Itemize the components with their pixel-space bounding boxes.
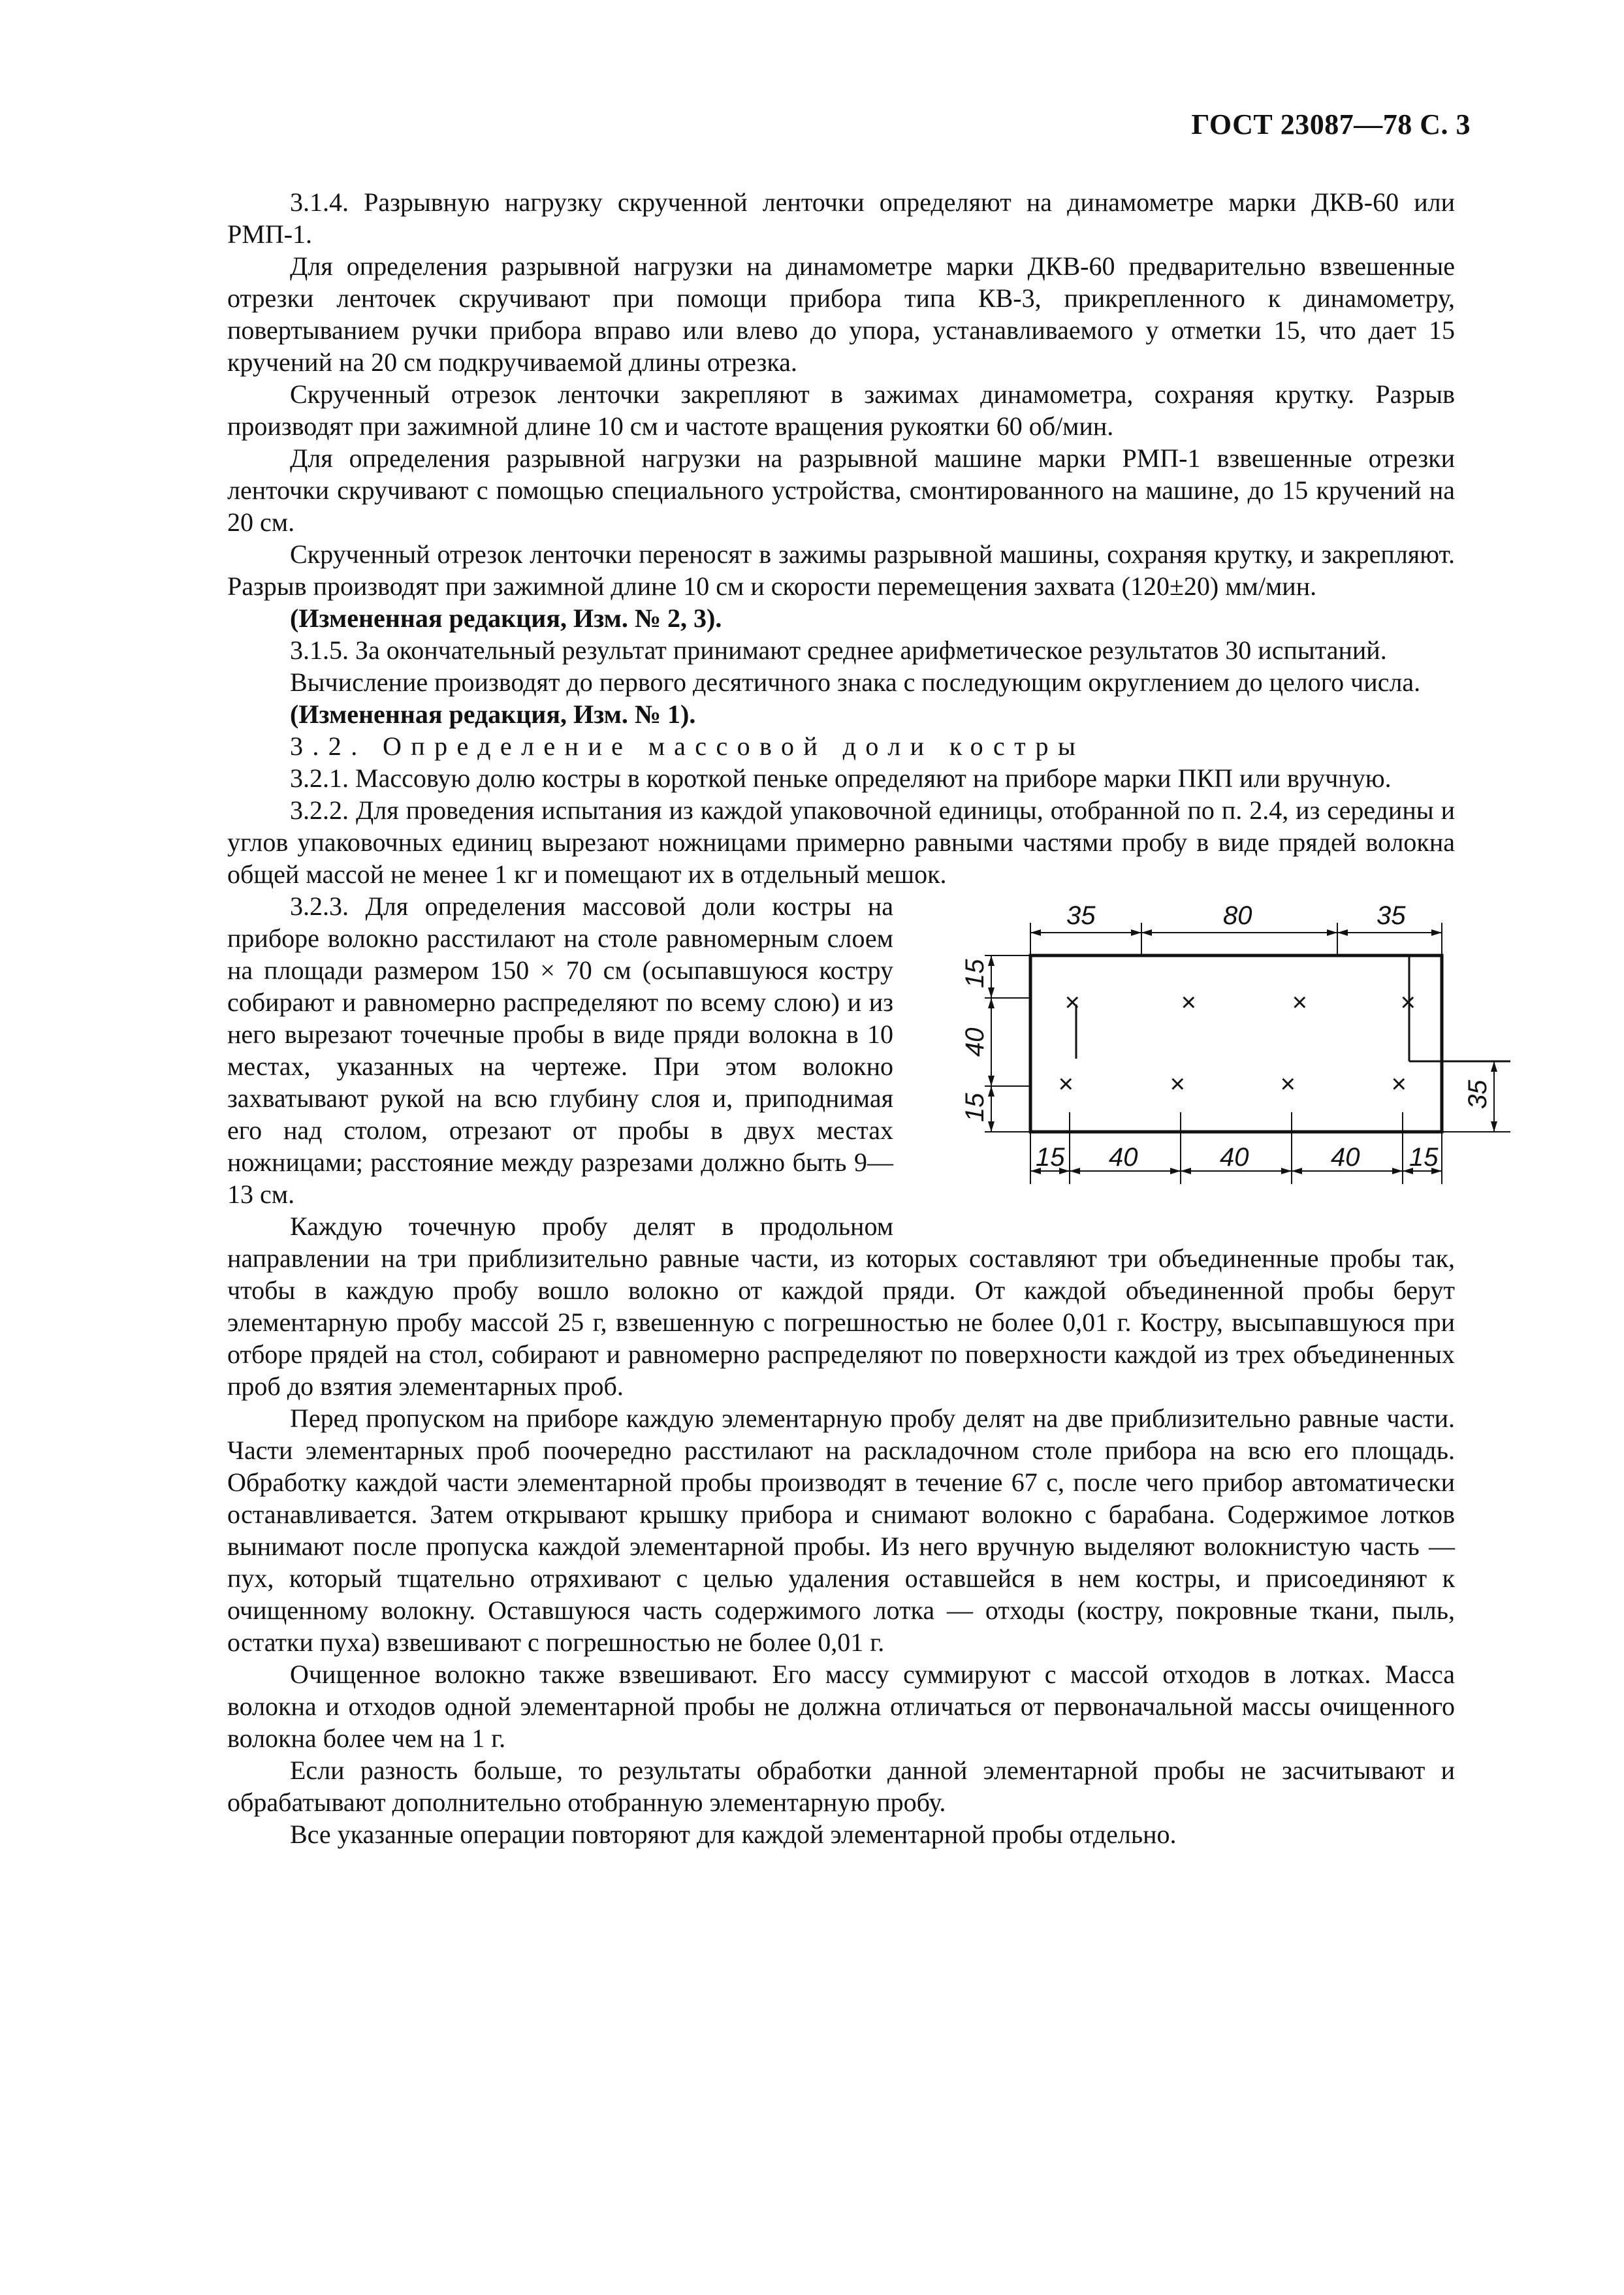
sample-mark: × [1181,988,1196,1017]
paragraph-3-2-1: 3.2.1. Массовую долю костры в короткой пеньке определяют на приборе марки ПКП или вручную. [290,763,1392,793]
amendment-note: (Измененная редакция, Изм. № 1). [290,699,696,729]
sample-mark: × [1280,1070,1296,1099]
dim-bottom-1: 15 [1036,1143,1065,1172]
dim-bottom-2: 40 [1109,1143,1138,1172]
paragraph: Скрученный отрезок ленточки переносят в зажимы разрывной машины, сохраняя крутку, и закрепляют. Разрыв производят при зажимной длине 10 см и скорости перемещения захвата (120±20) мм/мин. [227,539,1455,601]
dim-bottom-5: 15 [1409,1143,1439,1172]
paragraph: Перед пропуском на приборе каждую элементарную пробу делят на две приблизительно равные части. Части элементарных проб поочередно расстилают на раскладочном столе прибора на всю его площадь. Обработку каждой части элементарной пробы производят в течение 67 с, после чего прибор автоматически останавливается. Затем открывают крышку прибора и снимают волокно с барабана. Содержимое лотков вынимают после пропуска каждой элементарной пробы. Из него вручную выделяют волокнистую часть — пух, который тщательно отряхивают с целью удаления оставшейся в нем костры, и присоединяют к очищенному волокну. Оставшуюся часть содержимого лотка — отходы (костру, покровные ткани, пыль, остатки пуха) взвешивают с погрешностью не более 0,01 г. [227,1404,1455,1657]
dim-top-1: 35 [1066,901,1096,930]
sample-mark: × [1170,1070,1185,1099]
paragraph: Если разность больше, то результаты обработки данной элементарной пробы не засчитывают и обрабатывают дополнительно отобранную элементарную пробу. [227,1756,1455,1817]
sample-mark: × [1058,1070,1074,1099]
paragraph-3-2-2: 3.2.2. Для проведения испытания из каждой упаковочной единицы, отобранной по п. 2.4, из середины и углов упаковочных единиц вырезают ножницами примерно равными частями пробу в виде прядей волокна общей массой не менее 1 кг и помещают их в отдельный мешок. [227,795,1455,889]
paragraph: Все указанные операции повторяют для каждой элементарной пробы отдельно. [290,1820,1177,1849]
drawing-svg [919,897,1492,1210]
page-header: ГОСТ 23087—78 С. 3 [1191,108,1471,140]
amendment-note: (Измененная редакция, Изм. № 2, 3). [290,603,722,633]
paragraph: Скрученный отрезок ленточки закрепляют в зажимах динамометра, сохраняя крутку. Разрыв производят при зажимной длине 10 см и частоте вращения рукоятки 60 об/мин. [227,379,1455,441]
paragraph: Каждую точечную пробу делят в продольном направлении на три приблизительно равные части, из которых составляют три объединенные пробы так, чтобы в каждую пробу вошло волокно от каждой пряди. От каждой объединенной пробы берут элементарную пробу массой 25 г, взвешенную с погрешностью не более 0,01 г. Костру, высыпавшуюся при отборе прядей на стол, собирают и равномерно распределяют по поверхности каждой из трех объединенных проб до взятия элементарных проб. [227,1212,1455,1401]
sample-mark: × [1064,988,1080,1017]
dim-bottom-3: 40 [1220,1143,1249,1172]
dim-left-3: 15 [961,1093,989,1122]
table-outline [1030,955,1442,1132]
dim-top-3: 35 [1377,901,1406,930]
dim-bottom-4: 40 [1331,1143,1360,1172]
sampling-layout-drawing [919,897,1492,1210]
dim-top-2: 80 [1223,901,1252,930]
paragraph: Очищенное волокно также взвешивают. Его массу суммируют с массой отходов в лотках. Масса волокна и отходов одной элементарной пробы не должна отличаться от первоначальной массы очищенного волокна более чем на 1 г. [227,1660,1455,1753]
section-heading-3-2: 3.2. Определение массовой доли костры [290,731,1085,761]
dim-left-2: 40 [961,1027,989,1057]
sample-mark: × [1400,988,1416,1017]
dim-left-1: 15 [961,959,989,988]
dim-right-1: 35 [1463,1080,1492,1109]
paragraph-3-2-3: 3.2.3. Для определения массовой доли костры на приборе волокно расстилают на столе равномерным слоем на площади размером 150 × 70 см (осыпавшуюся костру собирают и равномерно распределяют по всему слою) и из него вырезают точечные пробы в виде пряди волокна в 10 местах, указанных на чертеже. При этом волокно захватывают рукой на всю глубину слоя и, приподнимая его над столом, отрезают от пробы в двух местах ножницами; расстояние между разрезами должно быть 9—13 см. [227,891,893,1209]
paragraph: Вычисление производят до первого десятичного знака с последующим округлением до целого числа. [290,667,1421,697]
sample-mark: × [1292,988,1307,1017]
paragraph: Для определения разрывной нагрузки на динамометре марки ДКВ-60 предварительно взвешенные отрезки ленточек скручивают при помощи прибора типа КВ-3, прикрепленного к динамометру, повертыванием ручки прибора вправо или влево до упора, устанавливаемого у отметки 15, что дает 15 кручений на 20 см подкручиваемой длины отрезка. [227,251,1455,377]
document-body [227,186,1492,1850]
paragraph-3-1-4: 3.1.4. Разрывную нагрузку скрученной ленточки определяют на динамометре марки ДКВ-60 или РМП-1. [227,187,1455,249]
paragraph: Для определения разрывной нагрузки на разрывной машине марки РМП-1 взвешенные отрезки ленточки скручивают с помощью специального устройства, смонтированного на машине, до 15 кручений на 20 см. [227,443,1455,537]
paragraph-3-1-5: 3.1.5. За окончательный результат принимают среднее арифметическое результатов 30 испытаний. [290,635,1387,665]
sample-mark: × [1391,1070,1407,1099]
